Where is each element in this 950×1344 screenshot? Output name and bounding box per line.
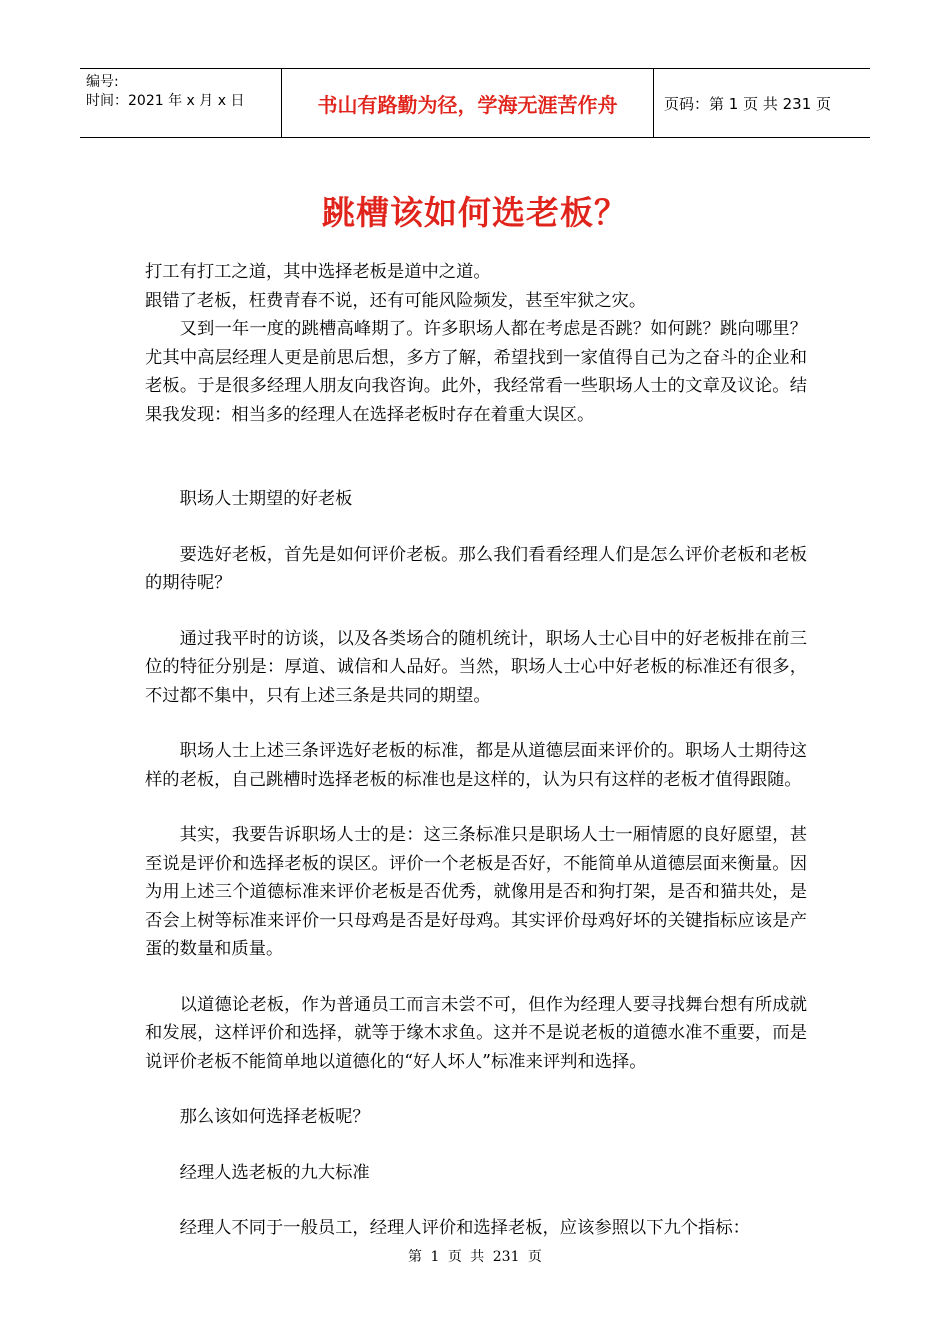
paragraph: 其实，我要告诉职场人士的是：这三条标准只是职场人士一厢情愿的良好愿望，甚至说是评价和选择老板的误区。评价一个老板是否好，不能简单从道德层面来衡量。因为用上述三个道德标准来评价老板是否优秀，就像用是否和狗打架，是否和猫共处，是否会上树等标准来评价一只母鸡是否是好母鸡。其实评价母鸡好坏的关键指标应该是产蛋的数量和质量。: [145, 825, 807, 959]
paragraph: 那么该如何选择老板呢？: [179, 1107, 370, 1127]
header-page-cell: [654, 69, 870, 137]
paragraph: 跟错了老板，枉费青春不说，还有可能风险频发，甚至牢狱之灾。: [145, 290, 647, 311]
header-meta-cell: [80, 69, 282, 137]
paragraph: 又到一年一度的跳槽高峰期了。许多职场人都在考虑是否跳？如何跳？跳向哪里？尤其中高层经理人更是前思后想，多方了解，希望找到一家值得自己为之奋斗的企业和老板。于是很多经理人朋友向我咨询。此外，我经常看一些职场人士的文章及议论。结果我发现：相当多的经理人在选择老板时存在着重大误区。: [145, 319, 807, 425]
header-motto-cell: [282, 69, 654, 137]
paragraph: 要选好老板，首先是如何评价老板。那么我们看看经理人们是怎么评价老板和老板的期待呢？: [145, 544, 807, 593]
paragraph: 经理人不同于一般员工，经理人评价和选择老板，应该参照以下九个指标：: [179, 1218, 750, 1238]
header-table: [80, 68, 870, 138]
paragraph: 打工有打工之道，其中选择老板是道中之道。: [145, 262, 491, 282]
document-title: 跳槽该如何选老板？: [322, 193, 628, 232]
page-info: 页码：第 1 页 共 231 页: [664, 94, 832, 113]
paragraph: 职场人士上述三条评选好老板的标准，都是从道德层面来评价的。职场人士期待这样的老板，自己跳槽时选择老板的标准也是这样的，认为只有这样的老板才值得跟随。: [145, 741, 807, 790]
page-footer: 第 1 页 共 231 页: [408, 1249, 542, 1265]
document-body: [145, 258, 807, 1243]
serial-label: 编号:: [86, 74, 119, 90]
date-label: 时间：2021 年 x 月 x 日: [86, 93, 245, 109]
section-heading: 经理人选老板的九大标准: [179, 1162, 370, 1183]
section-heading: 职场人士期望的好老板: [179, 489, 353, 509]
paragraph: 以道德论老板，作为普通员工而言未尝不可，但作为经理人要寻找舞台想有所成就和发展，这样评价和选择，就等于缘木求鱼。这并不是说老板的道德水准不重要，而是说评价老板不能简单地以道德化的“好人坏人”标准来评判和选择。: [145, 994, 807, 1072]
paragraph: 通过我平时的访谈，以及各类场合的随机统计，职场人士心目中的好老板排在前三位的特征分别是：厚道、诚信和人品好。当然，职场人士心中好老板的标准还有很多，不过都不集中，只有上述三条是共同的期望。: [145, 628, 807, 706]
motto-text: 书山有路勤为径，学海无涯苦作舟: [317, 92, 618, 117]
